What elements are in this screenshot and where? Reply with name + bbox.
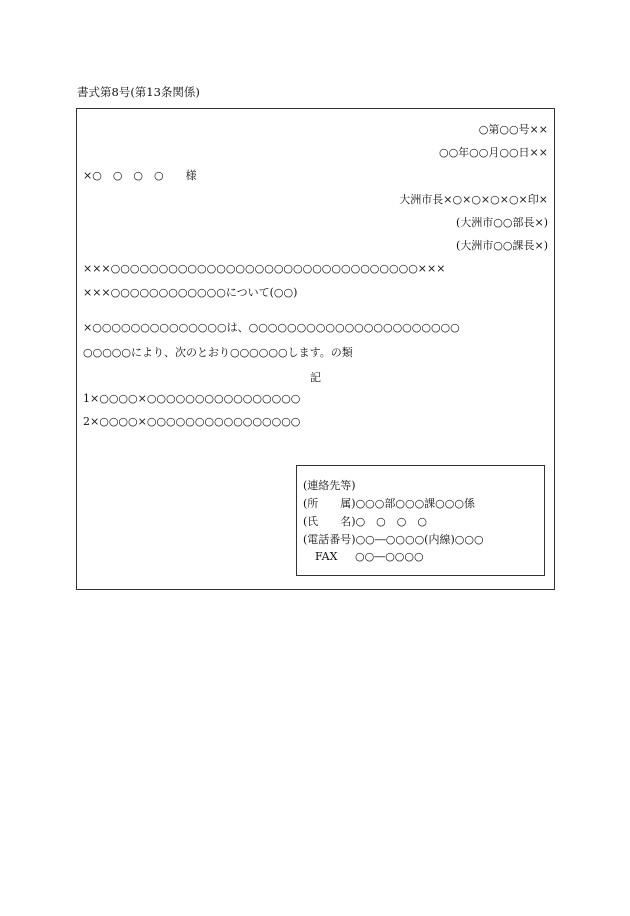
sender-section-head: (大洲市○○課長×)	[456, 239, 548, 252]
contact-title: (連絡先等)	[303, 479, 356, 492]
form-number-label: 書式第8号(第13条関係)	[77, 85, 200, 99]
body-text-line-1: ×○○○○○○○○○○○○○○は、○○○○○○○○○○○○○○○○○○○○○○	[83, 321, 460, 334]
contact-name: (氏 名)○ ○ ○ ○	[303, 515, 427, 528]
contact-info-box	[296, 465, 545, 576]
addressee: ×○ ○ ○ ○ 様	[83, 169, 197, 182]
subject-line-1: ×××○○○○○○○○○○○○○○○○○○○○○○○○○○○○○○○○×××	[83, 262, 446, 275]
sender-department-head: (大洲市○○部長×)	[456, 216, 548, 229]
contact-affiliation: (所 属)○○○部○○○課○○○係	[303, 497, 475, 510]
fax-number: ○○―○○○○	[355, 550, 424, 563]
subject-line-2: ×××○○○○○○○○○○○○について(○○)	[83, 286, 298, 299]
body-text-line-2: ○○○○○により、次のとおり○○○○○○します。の類	[83, 346, 353, 359]
ki-heading: 記	[310, 371, 321, 384]
notice-form-frame	[76, 108, 555, 590]
document-number: ○第○○号××	[478, 123, 548, 136]
list-item-1: 1×○○○○×○○○○○○○○○○○○○○○○	[83, 392, 301, 405]
sender-mayor: 大洲市長×○×○×○×○×印×	[399, 193, 548, 206]
list-item-2: 2×○○○○×○○○○○○○○○○○○○○○○	[83, 415, 301, 428]
document-date: ○○年○○月○○日××	[438, 146, 548, 159]
contact-fax	[303, 550, 424, 564]
fax-label: FAX	[315, 550, 338, 563]
contact-phone: (電話番号)○○―○○○○(内線)○○○	[303, 533, 484, 546]
